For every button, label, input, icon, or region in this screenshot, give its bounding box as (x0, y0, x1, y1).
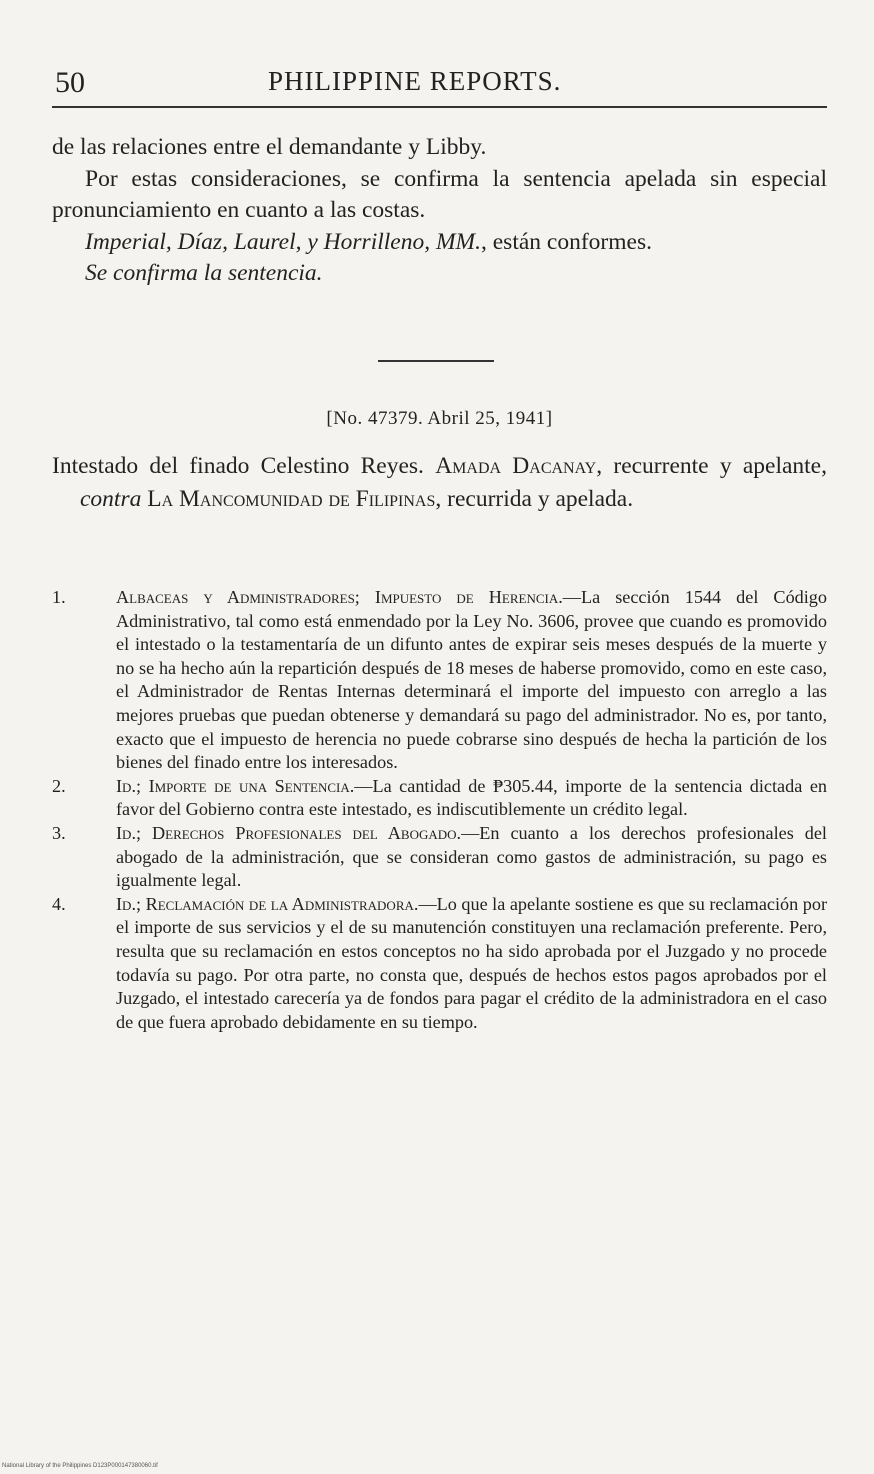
case-number-date: [No. 47379. Abril 25, 1941] (326, 408, 553, 429)
syllabus-item-text: —Lo que la apelante sostiene es que su reclamación por el importe de sus servicios y el de su manutención constituyen una reclamación preferente. Pero, resulta que su reclamación en estos conceptos no ha sido aprobada por el Juzgado y no procede todavía su pago. Por otra parte, no consta que, después de hechos estos pagos aprobados por el Juzgado, el intestado carecería ya de fondos para pagar el crédito de la administradora en el caso de que fuera aprobado debidamente en su tiempo. (116, 893, 827, 1032)
appellant-role: , recurrente y apelante, (596, 453, 827, 479)
appellee-name: La Mancomunidad de Filipinas (147, 486, 436, 512)
syllabus-item (52, 822, 827, 893)
contra-word: contra (80, 486, 142, 512)
syllabus-item-heading: Albaceas y Administradores; Impuesto de Herencia. (116, 587, 563, 607)
appellee-role: , recurrida y apelada. (435, 486, 634, 512)
syllabus-item (52, 775, 827, 822)
syllabus-item-heading: Id.; Importe de una Sentencia. (116, 775, 355, 796)
case-title-intro: Intestado del finado Celestino Reyes. (52, 453, 436, 479)
running-head: PHILIPPINE REPORTS. (268, 66, 562, 96)
justices-names: Imperial, Díaz, Laurel, y Horrilleno, MM. (85, 228, 481, 255)
paragraph-concurrence (52, 227, 827, 259)
decision-ending (52, 132, 827, 290)
appellant-name: Amada Dacanay (435, 453, 597, 479)
syllabus-item-text: —La sección 1544 del Código Administrativo, tal como está enmendado por la Ley No. 3606, provee que cuando es promovido el intestado o la testamentaría de un difunto antes de expirar seis meses después de la muerte y no se ha hecho aún la repartición después de 18 meses de haberse promovido, como en este caso, el Administrador de Rentas Internas determinará el importe del impuesto con arreglo a las mejores pruebas que puedan obtenerse y demandará su pago del administrador. No es, por tanto, exacto que el impuesto de herencia no puede cobrarse sino después de hecha la partición de los bienes del finado entre los interesados. (116, 587, 827, 773)
page-number: 50 (55, 66, 85, 99)
syllabus-item (52, 586, 827, 775)
scan-credit: National Library of the Philippines D123P000147380060.tif (2, 1463, 158, 1469)
syllabus-item (52, 893, 827, 1035)
case-title-text (52, 450, 827, 516)
case-title (52, 450, 827, 516)
syllabus-item-text: —La cantidad de ₱305.44, importe de la sentencia dictada en favor del Gobierno contra este intestado, es indiscutiblemente un crédito legal. (116, 775, 827, 820)
paragraph-confirmation: Por estas consideraciones, se confirma la sentencia apelada sin especial pronunciamiento en cuanto a las costas. (52, 165, 827, 223)
syllabus (52, 586, 827, 1034)
syllabus-item-number: 4. (52, 893, 66, 914)
syllabus-item-number: 1. (52, 587, 66, 607)
syllabus-item-heading: Id.; Derechos Profesionales del Abogado. (116, 822, 462, 843)
page-header (52, 62, 827, 108)
syllabus-item-text: —En cuanto a los derechos profesionales del abogado de la administración, que se consideran como gastos de administración, su pago es igualmente legal. (116, 822, 827, 891)
paragraph-continuation: de las relaciones entre el demandante y Libby. (52, 134, 487, 160)
syllabus-item-number: 3. (52, 822, 66, 843)
concurrence-text: , están conformes. (481, 228, 652, 255)
section-divider (378, 360, 494, 362)
disposition-text: Se confirma la sentencia. (85, 260, 323, 286)
syllabus-item-number: 2. (52, 775, 66, 796)
disposition (52, 258, 827, 290)
syllabus-item-heading: Id.; Reclamación de la Administradora. (116, 893, 419, 914)
